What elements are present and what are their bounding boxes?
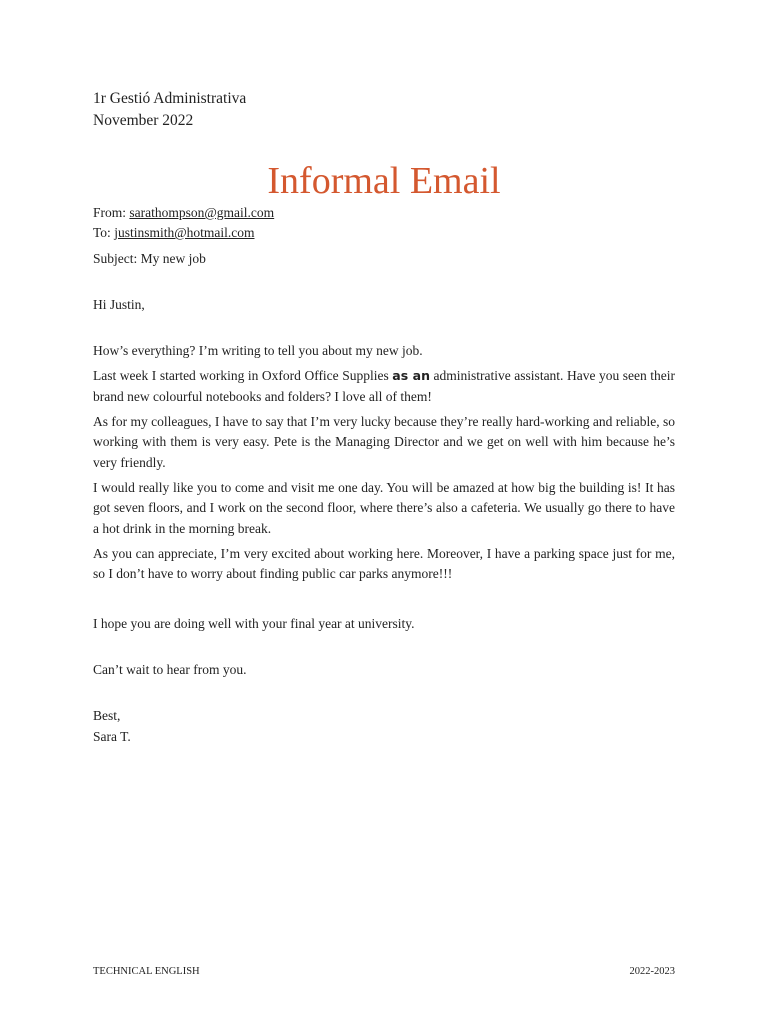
email-body [93,341,675,589]
paragraph-1: How’s everything? I’m writing to tell you about my new job. [93,343,423,358]
paragraph-2-start: Last week I started working in Oxford Office Supplies [93,368,389,383]
signoff: Best, [93,708,121,723]
cant-wait-text: Can’t wait to hear from you. [93,662,247,677]
cant-wait-line [93,660,675,681]
to-label: To: [93,225,111,240]
hope-text: I hope you are doing well with your final year at university. [93,616,415,631]
paragraph-2 [93,366,675,407]
footer-year: 2022-2023 [629,966,675,977]
to-line [93,223,274,243]
paragraph-4: I would really like you to come and visit me one day. You will be amazed at how big the building is! It has got seven floors, and I work on the second floor, where there’s also a cafeteria. We usually go there to have a hot drink in the morning break. [93,479,675,536]
signature: Sara T. [93,728,131,744]
footer-subject: TECHNICAL ENGLISH [93,966,200,977]
hope-line [93,614,675,635]
document-header [93,88,246,132]
paragraph-2-end: administrative assistant. Have you seen their brand new colourful notebooks and folders? I love all of them! [93,368,676,404]
from-address-link[interactable]: sarathompson@gmail.com [129,205,275,220]
from-line [93,203,274,223]
page-title: Informal Email [267,160,501,202]
to-address-link[interactable]: justinsmith@hotmail.com [114,225,255,240]
paragraph-3: As for my colleagues, I have to say that I’m very lucky because they’re really hard-working and reliable, so working with them is very easy. Pete is the Managing Director and we get on well with him because he’s very friendly. [93,413,675,470]
closing [93,706,675,747]
from-label: From: [93,205,127,220]
greeting-text: Hi Justin, [93,297,145,312]
paragraph-2-bold: as an [392,368,430,383]
document-date: November 2022 [93,112,194,129]
subject-line: Subject: My new job [93,251,206,266]
course-name: 1r Gestió Administrativa [93,90,247,107]
greeting [93,295,675,316]
paragraph-5: As you can appreciate, I’m very excited about working here. Moreover, I have a parking space just for me, so I don’t have to worry about finding public car parks anymore!!! [93,545,675,581]
email-meta [93,203,274,269]
